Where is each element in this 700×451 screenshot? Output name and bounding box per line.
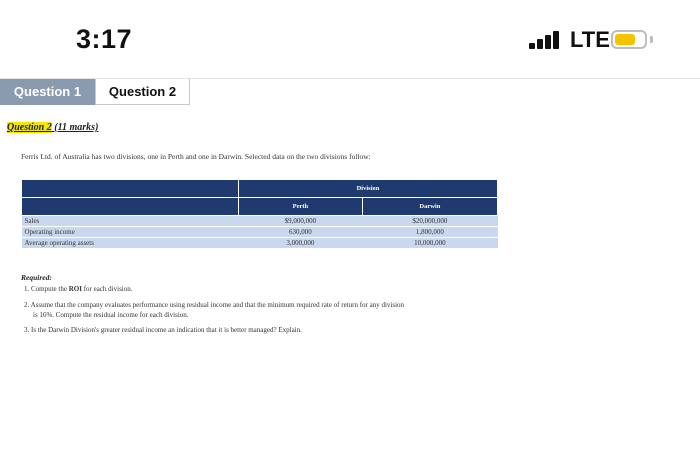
- question-1: [24, 285, 133, 293]
- tab-question-2[interactable]: Question 2: [95, 79, 190, 105]
- cell-perth: 630,000: [239, 227, 363, 238]
- question-heading: [7, 122, 98, 133]
- battery-cap: [650, 36, 653, 43]
- table-group-header: Division: [239, 180, 498, 198]
- question-2-line-1: 2. Assume that the company evaluates performance using residual income and that the minimum required rate of return for any division: [24, 301, 405, 309]
- row-label: Average operating assets: [22, 238, 239, 249]
- status-bar: [0, 0, 700, 78]
- question-2-line-2: is 16%. Compute the residual income for each division.: [33, 311, 189, 319]
- table-row: [22, 227, 498, 238]
- q1-roi: ROI: [68, 285, 82, 293]
- battery-icon: [611, 30, 647, 49]
- division-data-table: [21, 179, 498, 249]
- q1-suffix: for each division.: [81, 285, 133, 293]
- column-header-perth: Perth: [239, 198, 363, 216]
- network-type-label: LTE: [570, 27, 610, 52]
- column-header-darwin: Darwin: [362, 198, 497, 216]
- cell-darwin: $20,000,000: [362, 216, 497, 227]
- intro-text: Ferris Ltd. of Australia has two divisions, one in Perth and one in Darwin. Selected data on the two divisions follow:: [21, 152, 371, 161]
- table-row: [22, 216, 498, 227]
- table-column-header-row: [22, 198, 498, 216]
- tab-question-1[interactable]: Question 1: [0, 79, 95, 105]
- status-time: 3:17: [76, 24, 133, 54]
- table-header-blank: [22, 180, 239, 198]
- question-document: [0, 105, 700, 451]
- question-3: 3. Is the Darwin Division's greater residual income an indication that it is better managed? Explain.: [24, 326, 302, 334]
- row-label: Operating income: [22, 227, 239, 238]
- required-label: Required:: [21, 273, 52, 282]
- cell-darwin: 10,000,000: [362, 238, 497, 249]
- table-row: [22, 238, 498, 249]
- heading-highlight: Question 2: [7, 122, 52, 133]
- table-group-header-row: [22, 180, 498, 198]
- heading-marks: (11 marks): [51, 122, 99, 133]
- signal-strength-icon: [529, 29, 565, 49]
- row-label: Sales: [22, 216, 239, 227]
- cell-perth: $9,000,000: [239, 216, 363, 227]
- q1-prefix: 1. Compute the: [24, 285, 69, 293]
- cell-perth: 3,000,000: [239, 238, 363, 249]
- cell-darwin: 1,800,000: [362, 227, 497, 238]
- table-header-blank: [22, 198, 239, 216]
